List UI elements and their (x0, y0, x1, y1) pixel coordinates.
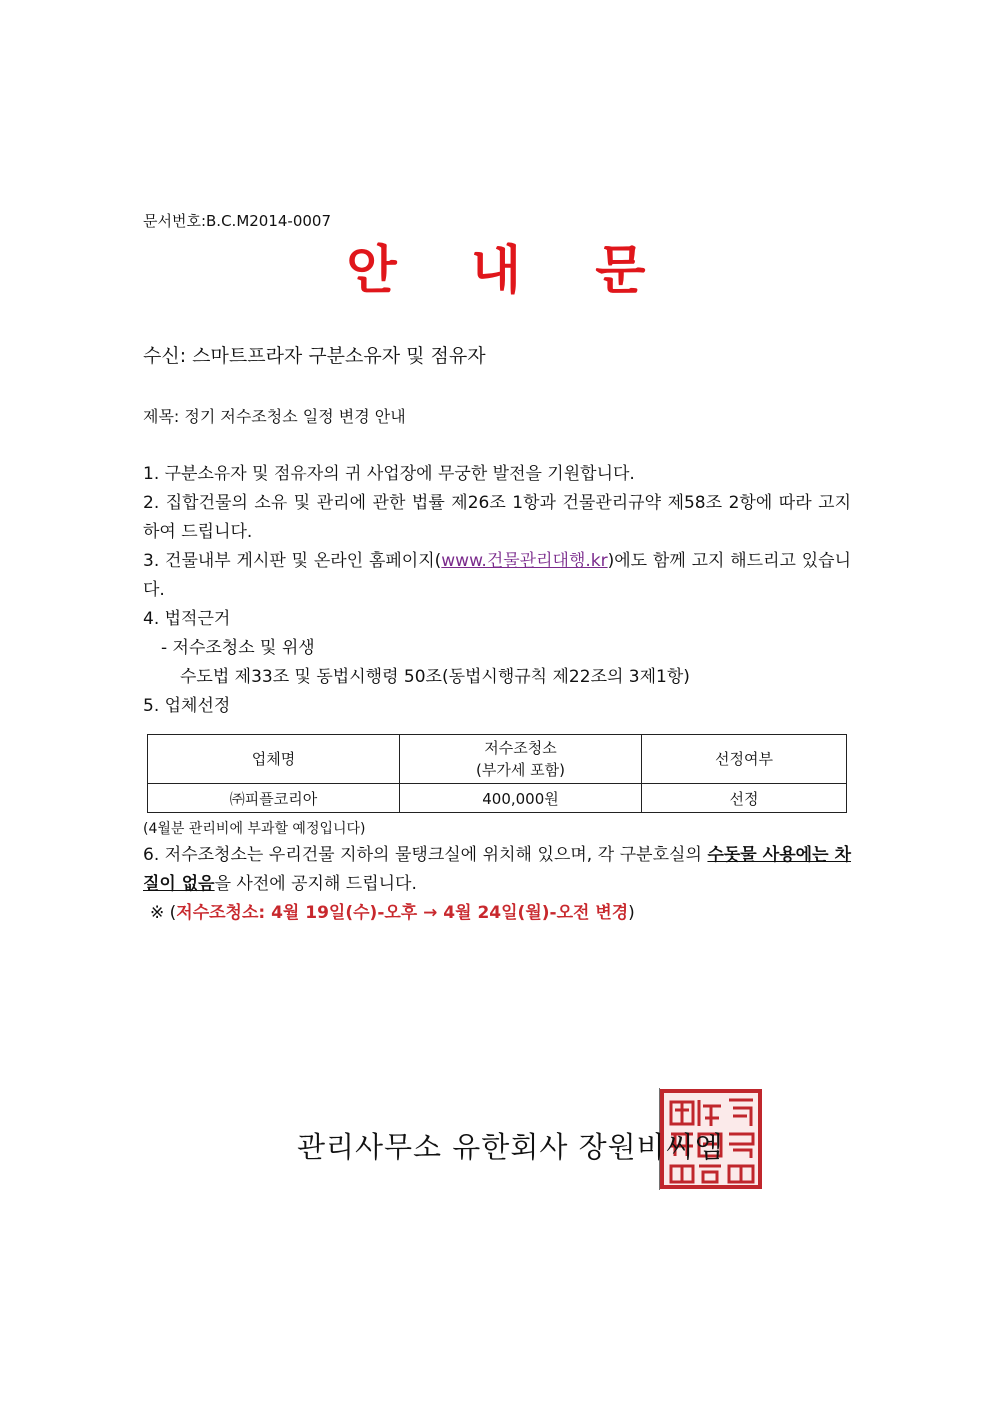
table-header-row (148, 735, 847, 784)
item-3-text-before: 3. 건물내부 게시판 및 온라인 홈페이지( (143, 551, 442, 571)
item-3-text-after: )에도 함께 고지 해드리고 있습니다. (143, 551, 852, 600)
header-selected: 선정여부 (642, 735, 847, 784)
item-4-law: 수도법 제33조 및 동법시행령 50조(동법시행규칙 제22조의 3제1항) (180, 667, 690, 687)
schedule-close: ) (628, 903, 635, 923)
table-row (148, 784, 847, 813)
homepage-link[interactable]: www.건물관리대행.kr (441, 551, 608, 571)
item-5: 5. 업체선정 (143, 696, 231, 716)
subject-line: 제목: 정기 저수조청소 일정 변경 안내 (143, 407, 406, 426)
item-6-emphasis: 수돗물 사용에는 차질이 없음 (143, 845, 852, 894)
item-4: 4. 법적근거 (143, 609, 231, 629)
cell-selected: 선정 (642, 784, 847, 813)
item-6 (143, 841, 851, 899)
vendor-table (147, 734, 847, 813)
item-4-sub: - 저수조청소 및 위생 (161, 638, 315, 658)
schedule-change-line (150, 899, 858, 928)
header-cost-vat: (부가세 포함) (476, 761, 565, 779)
recipient-line: 수신: 스마트프라자 구분소유자 및 점유자 (143, 345, 486, 367)
header-cost (400, 735, 642, 784)
cell-vendor: ㈜피플코리아 (148, 784, 400, 813)
reference-mark: ※ ( (150, 903, 177, 923)
billing-note: (4월분 관리비에 부과할 예정입니다) (143, 821, 366, 837)
cell-cost: 400,000원 (400, 784, 642, 813)
signer-name: 관리사무소 유한회사 장원비씨엠 (297, 1130, 724, 1164)
schedule-change-text: 저수조청소: 4월 19일(수)-오후 → 4월 24일(월)-오전 변경 (176, 903, 629, 923)
header-cost-label: 저수조청소 (484, 739, 557, 757)
item-1: 1. 구분소유자 및 점유자의 귀 사업장에 무궁한 발전을 기원합니다. (143, 464, 635, 484)
item-2: 2. 집합건물의 소유 및 관리에 관한 법률 제26조 1항과 건물관리규약 제58조 2항에 따라 고지하여 드립니다. (143, 493, 851, 542)
item-6-text-after: 을 사전에 공지해 드립니다. (214, 874, 417, 894)
document-number: 문서번호:B.C.M2014-0007 (143, 212, 332, 230)
item-6-text-before: 6. 저수조청소는 우리건물 지하의 물탱크실에 위치해 있으며, 각 구분호실의 (143, 845, 708, 865)
page-title: 안 내 문 (346, 241, 674, 301)
header-vendor: 업체명 (148, 735, 400, 784)
item-3 (143, 547, 851, 605)
